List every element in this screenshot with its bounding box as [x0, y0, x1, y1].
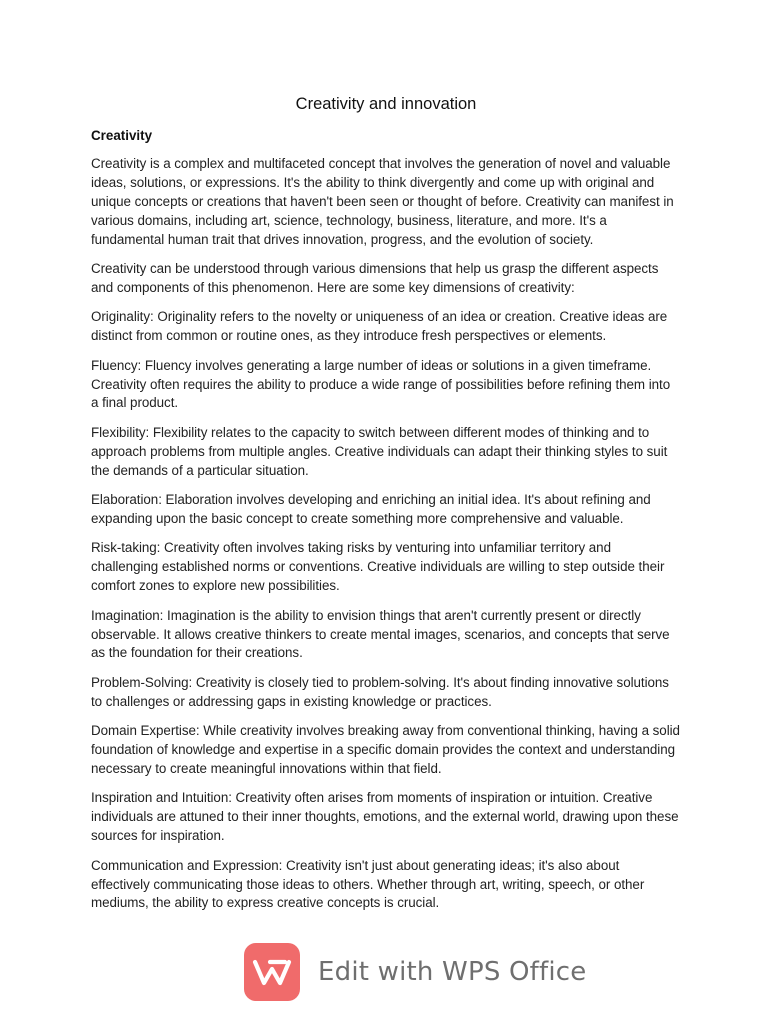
paragraph-imagination: Imagination: Imagination is the ability to envision things that aren't currently present or directly observable. It allows creative thinkers to create mental images, scenarios, and concepts that serve as the foundation for their creations. [91, 607, 670, 661]
paragraph-problem-solving: Problem-Solving: Creativity is closely tied to problem-solving. It's about finding innovative solutions to challenges or addressing gaps in existing knowledge or practices. [91, 674, 669, 709]
paragraph-communication: Communication and Expression: Creativity isn't just about generating ideas; it's also about effectively communicating those ideas to others. Whether through art, writing, speech, or other mediums, the ability to express creative concepts is crucial. [91, 857, 645, 911]
paragraph-elaboration: Elaboration: Elaboration involves developing and enriching an initial idea. It's about refining and expanding upon the basic concept to create something more comprehensive and valuable. [91, 492, 651, 526]
paragraph-dimensions: Creativity can be understood through various dimensions that help us grasp the different aspects and components of this phenomenon. Here are some key dimensions of creativity: [91, 261, 659, 295]
wps-banner-text[interactable]: Edit with WPS Office [318, 957, 587, 987]
wps-edit-banner[interactable] [244, 942, 586, 1002]
paragraph-flexibility: Flexibility: Flexibility relates to the capacity to switch between different modes of thinking and to approach problems from multiple angles. Creative individuals can adapt their thinking styles to suit the demands of a particular situation. [91, 424, 668, 478]
paragraph-risk-taking: Risk-taking: Creativity often involves taking risks by venturing into unfamiliar territory and challenging established norms or conventions. Creative individuals are willing to step outside their comfort zones to explore new possibilities. [91, 540, 665, 594]
paragraph-domain-expertise: Domain Expertise: While creativity involves breaking away from conventional thinking, having a solid foundation of knowledge and expertise in a specific domain provides the context and understanding necessary to create meaningful innovations within that field. [91, 723, 680, 776]
paragraph-intro: Creativity is a complex and multifaceted concept that involves the generation of novel and valuable ideas, solutions, or expressions. It's the ability to think divergently and come up with original and unique concepts or creations that haven't been seen or thought of before. Creativity can manifest in various domains, including art, science, technology, business, literature, and more. It's a fundamental human trait that drives innovation, progress, and the evolution of society. [91, 156, 674, 247]
document-content [91, 94, 681, 924]
page-title: Creativity and innovation [295, 95, 477, 113]
paragraph-inspiration: Inspiration and Intuition: Creativity often arises from moments of inspiration or intuition. Creative individuals are attuned to their inner thoughts, emotions, and the external world, drawing upon these sources for inspiration. [91, 790, 679, 844]
section-heading: Creativity [91, 128, 153, 143]
paragraph-originality: Originality: Originality refers to the novelty or uniqueness of an idea or creation. Creative ideas are distinct from common or routine ones, as they introduce fresh perspectives or elements. [91, 309, 668, 344]
wps-logo-icon[interactable] [244, 943, 300, 1001]
paragraph-fluency: Fluency: Fluency involves generating a large number of ideas or solutions in a given timeframe. Creativity often requires the ability to produce a wide range of possibilities before refining them into a final product. [91, 357, 671, 411]
